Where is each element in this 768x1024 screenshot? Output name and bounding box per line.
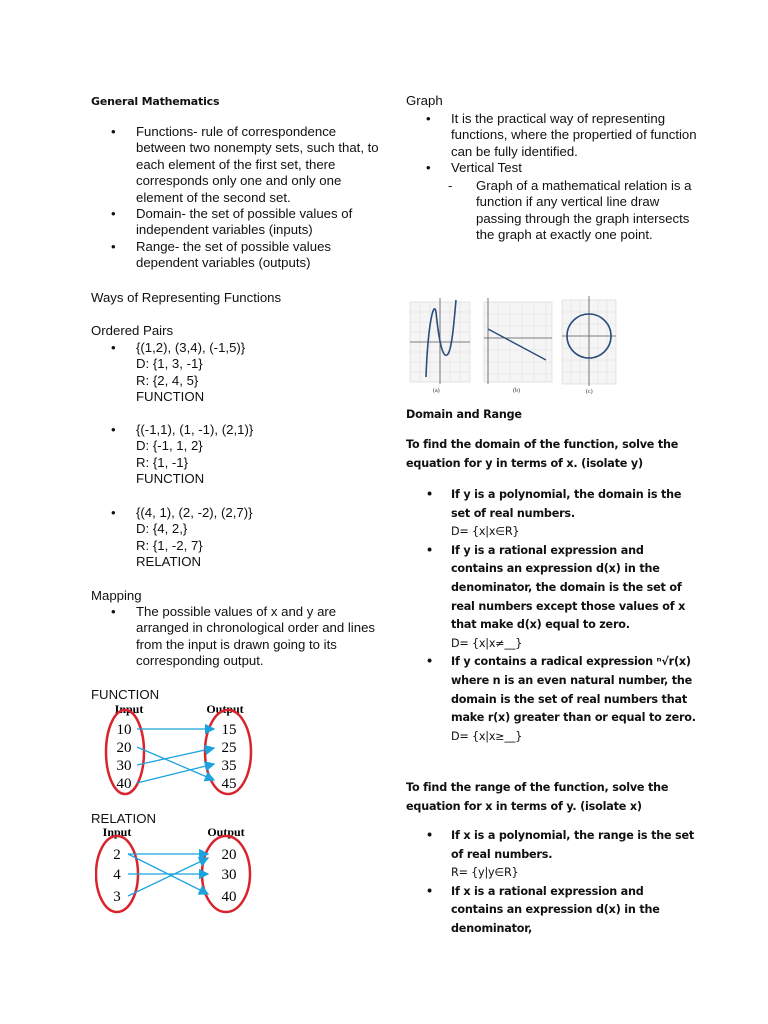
ordered-pairs-heading: Ordered Pairs — [91, 323, 174, 338]
def-domain: • Domain- the set of possible values of independent variables (inputs) — [91, 206, 381, 239]
input-value: 4 — [113, 867, 121, 883]
function-mapping-diagram — [95, 700, 285, 800]
domain-rule-radical: • If y contains a radical expression ⁿ√r(x) where n is an even natural number, the domain is the set of real numbers that make r(x) greater than or equal to zero. D= {x|x≥__} — [406, 653, 696, 746]
definitions-list — [91, 124, 381, 272]
vertical-test-bullet: • Vertical Test — [406, 160, 706, 176]
graph-heading: Graph — [406, 93, 443, 108]
range-rule-rational: • If x is a rational expression and contains an expression d(x) in the denominator, — [406, 883, 696, 939]
ordered-pair-3 — [91, 505, 381, 571]
domain-rule-polynomial: • If y is a polynomial, the domain is the set of real numbers. D= {x|x∈R} — [406, 486, 696, 542]
domain-rules — [406, 486, 696, 746]
graph-list — [406, 111, 706, 177]
input-value: 10 — [116, 722, 132, 738]
mapping-arrow — [137, 747, 214, 780]
output-value: 40 — [221, 889, 237, 905]
pair-set: • {(-1,1), (1, -1), (2,1)} D: {-1, 1, 2} R: {1, -1} FUNCTION — [91, 422, 381, 488]
graph-caption: (c) — [586, 389, 593, 394]
mapping-arrow — [137, 748, 214, 765]
output-value: 20 — [221, 847, 237, 863]
mapping-list — [91, 604, 381, 670]
ways-heading: Ways of Representing Functions — [91, 290, 282, 305]
function-label: FUNCTION — [91, 687, 160, 702]
output-value: 45 — [221, 776, 237, 792]
domain-intro: To find the domain of the function, solve the equation for y in terms of x. (isolate y) — [406, 438, 679, 470]
domain-rule-rational: • If y is a rational expression and contains an expression d(x) in the denominator, the domain is the set of real numbers except those values of x that make d(x) equal to zero. D= {x|x≠__} — [406, 542, 696, 654]
vertical-test-detail — [406, 178, 706, 244]
output-value: 25 — [221, 740, 237, 756]
range-rules — [406, 827, 696, 939]
ordered-pair-1 — [91, 340, 381, 406]
range-intro: To find the range of the function, solve the equation for x in terms of y. (isolate x) — [406, 781, 669, 813]
output-label: Output — [207, 825, 245, 839]
output-value: 15 — [221, 722, 237, 738]
def-function: • Functions- rule of correspondence between two nonempty sets, such that, to each element of the first set, there corresponds only one and only one element of the second set. — [91, 124, 381, 206]
ordered-pair-2 — [91, 422, 381, 488]
graph-b — [484, 298, 552, 394]
input-value: 20 — [116, 740, 132, 756]
mapping-heading: Mapping — [91, 588, 142, 603]
output-value: 35 — [221, 758, 237, 774]
input-value: 30 — [116, 758, 132, 774]
graph-caption: (a) — [433, 388, 440, 394]
relation-mapping-diagram — [95, 824, 285, 916]
pair-set: • {(1,2), (3,4), (-1,5)} D: {1, 3, -1} R: {2, 4, 5} FUNCTION — [91, 340, 381, 406]
range-rule-polynomial: • If x is a polynomial, the range is the set of real numbers. R= {y|y∈R} — [406, 827, 696, 883]
graph-bullet: • It is the practical way of representing functions, where the propertied of function can be fully identified. — [406, 111, 706, 160]
vertical-test-desc: - Graph of a mathematical relation is a function if any vertical line draw passing through the graph intersects the graph at exactly one point. — [406, 178, 706, 244]
output-label: Output — [206, 702, 244, 716]
def-range: • Range- the set of possible values dependent variables (outputs) — [91, 239, 381, 272]
relation-label: RELATION — [91, 811, 156, 826]
input-value: 40 — [116, 776, 132, 792]
pair-set: • {(4, 1), (2, -2), (2,7)} D: {4, 2,} R: {1, -2, 7} RELATION — [91, 505, 381, 571]
graph-caption: (b) — [513, 388, 520, 394]
mapping-arrow — [137, 764, 214, 783]
graph-c — [562, 296, 616, 394]
input-label: Input — [102, 825, 132, 839]
input-value: 2 — [113, 847, 121, 863]
graph-a — [410, 298, 470, 394]
input-label: Input — [114, 702, 144, 716]
input-value: 3 — [113, 889, 121, 905]
doc-title: General Mathematics — [91, 95, 220, 108]
mapping-text: • The possible values of x and y are arranged in chronological order and lines from the input is drawn going to its corresponding output. — [91, 604, 381, 670]
vertical-test-graphs — [406, 292, 618, 394]
output-value: 30 — [221, 867, 237, 883]
mapping-arrow — [128, 858, 208, 896]
domain-range-heading: Domain and Range — [406, 408, 522, 421]
